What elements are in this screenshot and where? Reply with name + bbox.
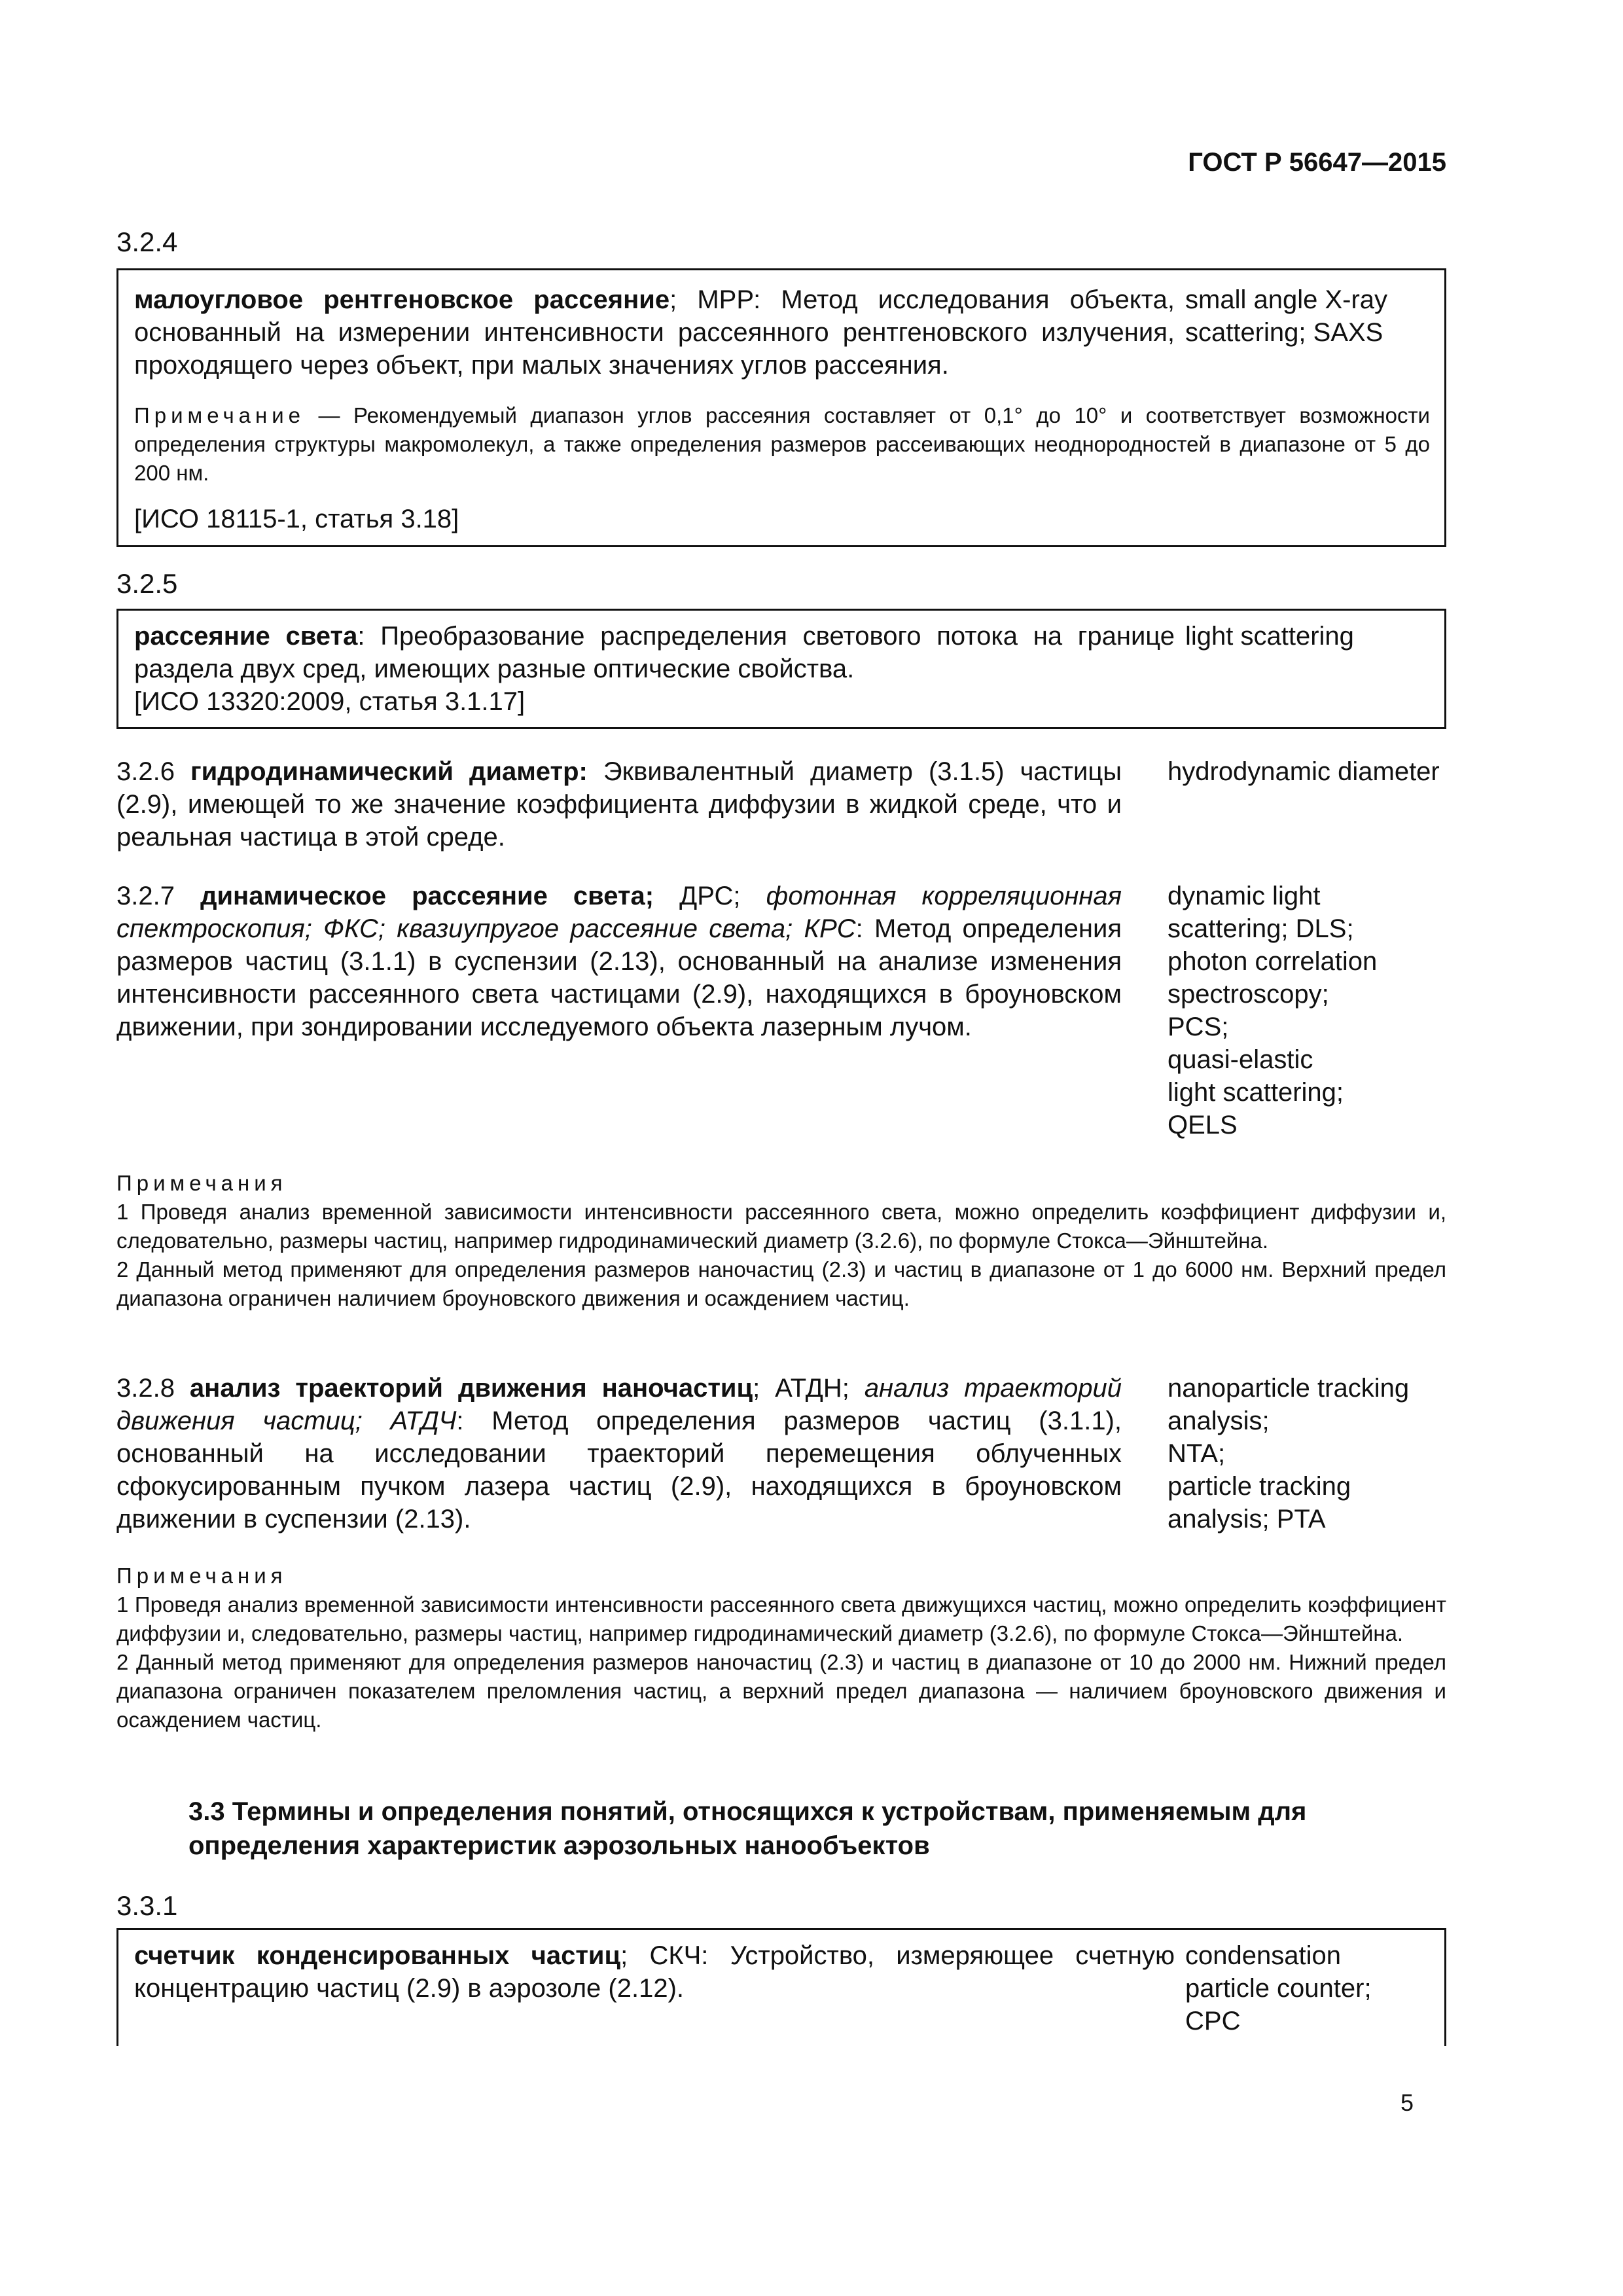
section-title: 3.3 Термины и определения понятий, относящихся к устройствам, применяемым для определения характеристик аэрозольных нанообъектов xyxy=(188,1797,1307,1860)
term-entry-327: 3.2.7 динамическое рассеяние света; ДРС; фотонная корреляционная спектроскопия; ФКС; квазиупругое рассеяние света; КРС: Метод определения размеров частиц (3.1.1) в суспензии (2.13), основанный на анализе изменения интенсивности рассеянного света частицами (2.9), находящихся в броуновском движении, при зондировании исследуемого объекта лазерным лучом. xyxy=(116,882,1122,1041)
term-reference: [ИСО 18115-1, статья 3.18] xyxy=(134,505,459,533)
notes-block-327 xyxy=(116,1169,1446,1313)
term-entry-328: 3.2.8 анализ траекторий движения наночастиц; АТДН; анализ траекторий движения частиц; АТДЧ: Метод определения размеров частиц (3.1.1), основанный на исследовании траекторий перемещения облученных сфокусированным пучком лазера частиц (2.9), находящихся в броуновском движении в суспензии (2.13). xyxy=(116,1374,1122,1534)
note-item: 1 Проведя анализ временной зависимости интенсивности рассеянного света, можно определить коэффициент диффузии и, следовательно, размеры частиц, например гидродинамический диаметр (3.2.6), по формуле Стокса—Эйнштейна. xyxy=(116,1200,1446,1253)
term-english: condensation particle counter; CPC xyxy=(1185,1941,1372,2036)
entry-number: 3.2.4 xyxy=(116,226,178,257)
document-code: ГОСТ Р 56647—2015 xyxy=(1188,148,1446,177)
entry-number: 3.2.5 xyxy=(116,568,178,599)
term-name: счетчик конденсированных частиц xyxy=(134,1941,621,1970)
term-box-324 xyxy=(116,268,1446,547)
notes-label: Примечания xyxy=(116,1564,287,1588)
note-item: 1 Проведя анализ временной зависимости интенсивности рассеянного света движущихся частиц, можно определить коэффициент диффузии и, следовательно, размеры частиц, например гидродинамический диаметр (3.2.6), по формуле Стокса—Эйнштейна. xyxy=(116,1592,1446,1645)
term-definition: рассеяние света: Преобразование распределения светового потока на границе раздела двух сред, имеющих разные оптические свойства. xyxy=(134,622,1175,683)
term-reference: [ИСО 13320:2009, статья 3.1.17] xyxy=(134,687,526,716)
term-synonyms: анализ траекторий движения частиц; АТДЧ xyxy=(116,1374,1122,1435)
term-name: рассеяние света xyxy=(134,622,358,651)
term-english: hydrodynamic diameter xyxy=(1168,757,1440,786)
term-entry-326: 3.2.6 гидродинамический диаметр: Эквивалентный диаметр (3.1.5) частицы (2.9), имеющей то же значение коэффициента диффузии в жидкой среде, что и реальная частица в этой среде. xyxy=(116,757,1122,852)
note-item: 2 Данный метод применяют для определения размеров наночастиц (2.3) и частиц в диапазоне от 10 до 2000 нм. Нижний предел диапазона ограничен показателем преломления частиц, а верхний предел диапазона — наличием броуновского движения и осаждением частиц. xyxy=(116,1650,1446,1732)
notes-block-328 xyxy=(116,1562,1446,1734)
term-name: гидродинамический диаметр: xyxy=(190,757,588,786)
term-name: анализ траекторий движения наночастиц xyxy=(189,1374,753,1403)
page-number: 5 xyxy=(1400,2089,1414,2116)
term-name: малоугловое рентгеновское рассеяние xyxy=(134,285,670,314)
term-english: light scattering xyxy=(1185,622,1354,651)
entry-number: 3.3.1 xyxy=(116,1890,178,1921)
term-english: small angle X-ray scattering; SAXS xyxy=(1185,285,1388,347)
term-definition: счетчик конденсированных частиц; СКЧ: Устройство, измеряющее счетную концентрацию частиц (2.9) в аэрозоле (2.12). xyxy=(134,1941,1175,2003)
term-english: nanoparticle tracking analysis; NTA; particle tracking analysis; PTA xyxy=(1168,1374,1410,1534)
term-english: dynamic light scattering; DLS; photon correlation spectroscopy; PCS; quasi-elastic light scattering; QELS xyxy=(1168,882,1378,1139)
term-name: динамическое рассеяние света; xyxy=(200,882,654,910)
term-synonyms: фотонная корреляционная спектроскопия; ФКС; квазиупругое рассеяние света; КРС xyxy=(116,882,1122,943)
term-note: Примечание — Рекомендуемый диапазон углов рассеяния составляет от 0,1° до 10° и соответствует возможности определения структуры макромолекул, а также определения размеров рассеивающих неоднородностей в диапазоне от 5 до 200 нм. xyxy=(134,403,1430,485)
notes-label: Примечания xyxy=(116,1171,287,1195)
term-definition: малоугловое рентгеновское рассеяние; МРР: Метод исследования объекта, основанный на измерении интенсивности рассеянного рентгеновского излучения, проходящего через объект, при малых значениях углов рассеяния. xyxy=(134,285,1175,380)
note-item: 2 Данный метод применяют для определения размеров наночастиц (2.3) и частиц в диапазоне от 1 до 6000 нм. Верхний предел диапазона ограничен наличием броуновского движения и осаждением частиц. xyxy=(116,1257,1446,1310)
term-box-325 xyxy=(116,609,1446,729)
term-box-331 xyxy=(116,1928,1446,2046)
